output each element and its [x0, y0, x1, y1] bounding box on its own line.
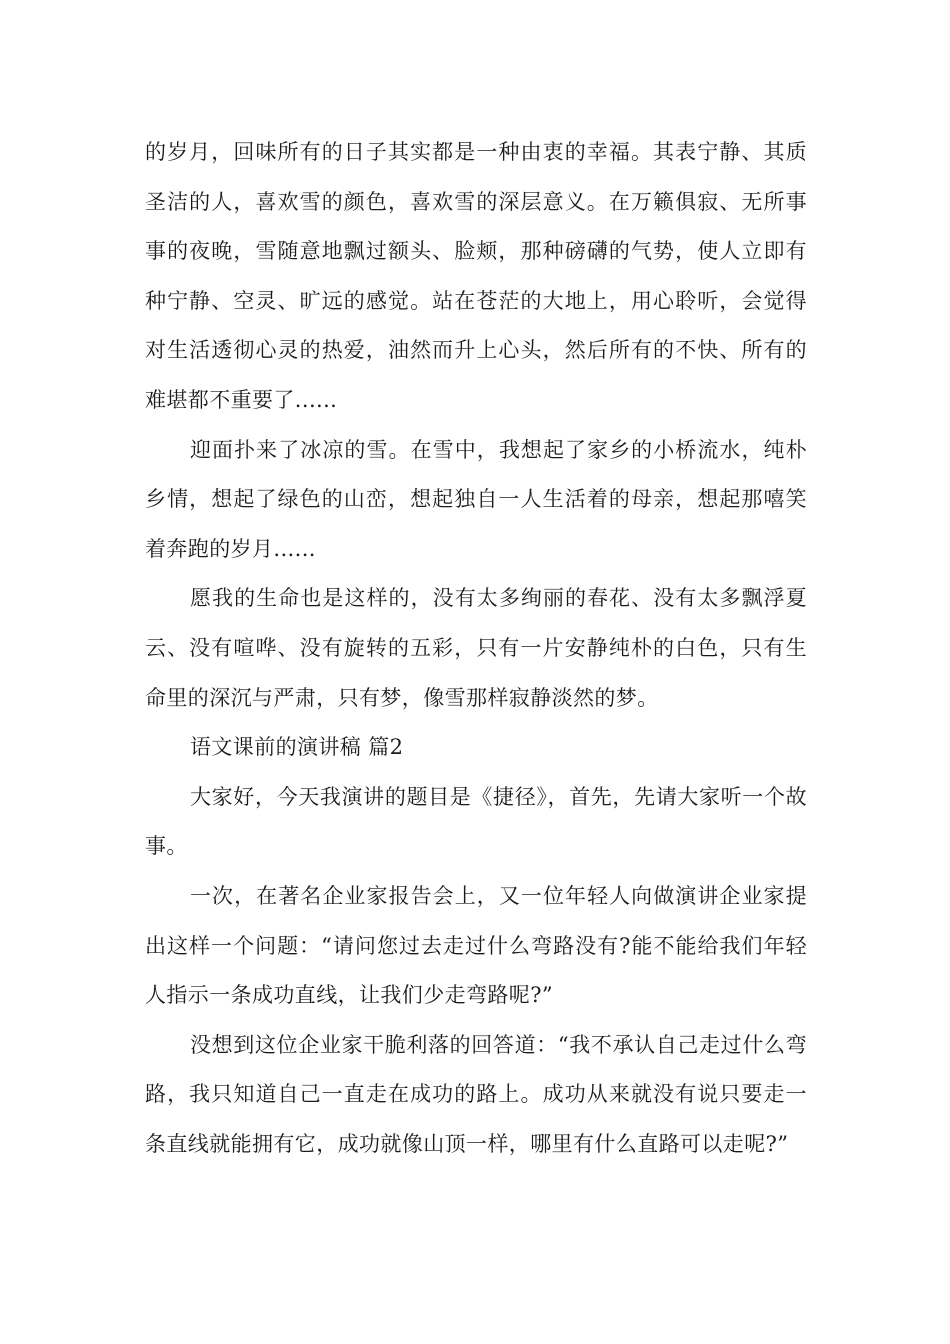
section-heading: 语文课前的演讲稿 篇2 [190, 735, 404, 760]
paragraph-1: 的岁月，回味所有的日子其实都是一种由衷的幸福。其表宁静、其质圣洁的人，喜欢雪的颜色，喜欢雪的深层意义。在万籁俱寂、无所事事的夜晚，雪随意地飘过额头、脸颊，那种磅礴的气势，使人立即有种宁静、空灵、旷远的感觉。站在苍茫的大地上，用心聆听，会觉得对生活透彻心灵的热爱，油然而升上心头，然后所有的不快、所有的难堪都不重要了...... [145, 140, 807, 412]
document-body [145, 128, 807, 1169]
paragraph-3: 愿我的生命也是这样的，没有太多绚丽的春花、没有太多飘浮夏云、没有喧哗、没有旋转的五彩，只有一片安静纯朴的白色，只有生命里的深沉与严肃，只有梦，像雪那样寂静淡然的梦。 [145, 586, 807, 710]
paragraph-2: 迎面扑来了冰凉的雪。在雪中，我想起了家乡的小桥流水，纯朴乡情，想起了绿色的山峦，想起独自一人生活着的母亲，想起那嘻笑着奔跑的岁月...... [145, 437, 807, 561]
paragraph-5: 一次，在著名企业家报告会上，又一位年轻人向做演讲企业家提出这样一个问题：“请问您过去走过什么弯路没有?能不能给我们年轻人指示一条成功直线，让我们少走弯路呢?” [145, 883, 807, 1008]
paragraph-4: 大家好，今天我演讲的题目是《捷径》，首先，先请大家听一个故事。 [145, 784, 807, 859]
paragraph-6: 没想到这位企业家干脆利落的回答道：“我不承认自己走过什么弯路，我只知道自己一直走在成功的路上。成功从来就没有说只要走一条直线就能拥有它，成功就像山顶一样，哪里有什么直路可以走呢?” [145, 1032, 807, 1156]
